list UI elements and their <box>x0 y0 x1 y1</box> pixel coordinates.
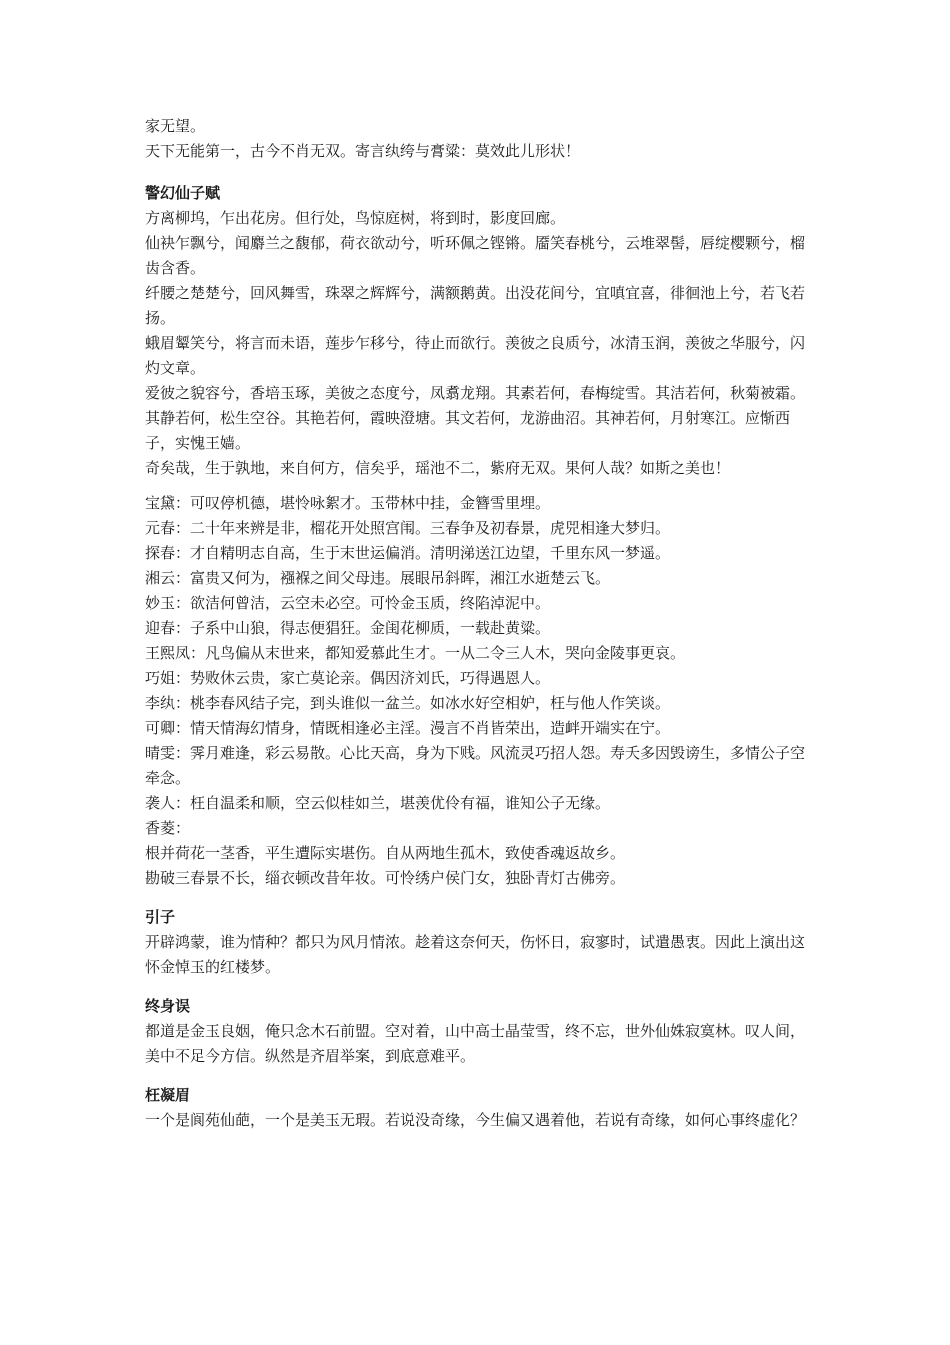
judgment-line: 迎春：子系中山狼，得志便猖狂。金闺花柳质，一载赴黄粱。 <box>145 619 551 637</box>
fu-paragraph: 奇矣哉，生于孰地，来自何方，信矣乎，瑶池不二，紫府无双。果何人哉？如斯之美也！ <box>145 459 731 477</box>
judgment-line: 王熙凤：凡鸟偏从末世来，都知爱慕此生才。一从二令三人木，哭向金陵事更哀。 <box>145 644 686 662</box>
section-spacer <box>145 1069 810 1083</box>
yinzi-title: 引子 <box>145 908 176 926</box>
document-page <box>145 114 810 1133</box>
judgment-line: 勘破三春景不长，缁衣顿改昔年妆。可怜绣户侯门女，独卧青灯古佛旁。 <box>145 869 626 887</box>
judgment-line: 可卿：情天情海幻情身，情既相逢必主淫。漫言不肖皆荣出，造衅开端实在宁。 <box>145 719 671 737</box>
intro-line-1: 家无望。 <box>145 117 206 135</box>
section-spacer <box>145 481 810 491</box>
judgment-line: 李纨：桃李春风结子完，到头谁似一盆兰。如冰水好空相妒，枉与他人作笑谈。 <box>145 694 671 712</box>
judgment-line: 巧姐：势败休云贵，家亡莫论亲。偶因济刘氏，巧得遇恩人。 <box>145 669 551 687</box>
yinzi-text: 开辟鸿蒙，谁为情种？都只为风月情浓。趁着这奈何天，伤怀日，寂寥时，试遣愚衷。因此上演出这怀金悼玉的红楼梦。 <box>145 933 806 976</box>
section-spacer <box>145 891 810 905</box>
fu-paragraph: 纤腰之楚楚兮，回风舞雪，珠翠之辉辉兮，满额鹅黄。出没花间兮，宜嗔宜喜，徘徊池上兮，若飞若扬。 <box>145 284 806 327</box>
judgment-line: 晴雯：霁月难逢，彩云易散。心比天高，身为下贱。风流灵巧招人怨。寿夭多因毁谤生，多情公子空牵念。 <box>145 744 806 787</box>
intro-line-2: 天下无能第一，古今不肖无双。寄言纨绔与膏粱：莫效此儿形状！ <box>145 142 581 160</box>
fu-paragraph: 仙袂乍飘兮，闻麝兰之馥郁，荷衣欲动兮，听环佩之铿锵。靥笑春桃兮，云堆翠髻，唇绽樱颗兮，榴齿含香。 <box>145 234 806 277</box>
wangningmei-title: 枉凝眉 <box>145 1086 191 1104</box>
wangningmei-text: 一个是阆苑仙葩，一个是美玉无瑕。若说没奇缘，今生偏又遇着他，若说有奇缘，如何心事终虚化？ <box>145 1111 806 1129</box>
judgment-line: 香菱： <box>145 819 191 837</box>
zhongshenwu-title: 终身误 <box>145 997 191 1015</box>
judgment-line: 妙玉：欲洁何曾洁，云空未必空。可怜金玉质，终陷淖泥中。 <box>145 594 551 612</box>
judgment-line: 元春：二十年来辨是非，榴花开处照宫闱。三春争及初春景，虎兕相逢大梦归。 <box>145 519 671 537</box>
zhongshenwu-text: 都道是金玉良姻，俺只念木石前盟。空对着，山中高士晶莹雪，终不忘，世外仙姝寂寞林。叹人间，美中不足今方信。纵然是齐眉举案，到底意难平。 <box>145 1022 806 1065</box>
judgment-line: 宝黛：可叹停机德，堪怜咏絮才。玉带林中挂，金簪雪里埋。 <box>145 494 551 512</box>
fu-paragraph: 其静若何，松生空谷。其艳若何，霞映澄塘。其文若何，龙游曲沼。其神若何，月射寒江。应惭西子，实愧王嫱。 <box>145 409 791 452</box>
judgment-line: 袭人：枉自温柔和顺，空云似桂如兰，堪羡优伶有福，谁知公子无缘。 <box>145 794 611 812</box>
fu-paragraph: 爱彼之貌容兮，香培玉琢，美彼之态度兮，凤翥龙翔。其素若何，春梅绽雪。其洁若何，秋菊被霜。 <box>145 384 806 402</box>
judgment-line: 湘云：富贵又何为，襁褓之间父母违。展眼吊斜晖，湘江水逝楚云飞。 <box>145 569 611 587</box>
fu-paragraph: 方离柳坞，乍出花房。但行处，鸟惊庭树，将到时，影度回廊。 <box>145 209 566 227</box>
judgment-line: 根并荷花一茎香，平生遭际实堪伤。自从两地生孤木，致使香魂返故乡。 <box>145 844 626 862</box>
section-spacer <box>145 980 810 994</box>
judgment-line: 探春：才自精明志自高，生于末世运偏消。清明涕送江边望，千里东风一梦遥。 <box>145 544 671 562</box>
fu-title: 警幻仙子赋 <box>145 184 221 202</box>
fu-paragraph: 蛾眉颦笑兮，将言而未语，莲步乍移兮，待止而欲行。羡彼之良质兮，冰清玉润，羡彼之华服兮，闪灼文章。 <box>145 334 806 377</box>
section-spacer <box>145 164 810 181</box>
